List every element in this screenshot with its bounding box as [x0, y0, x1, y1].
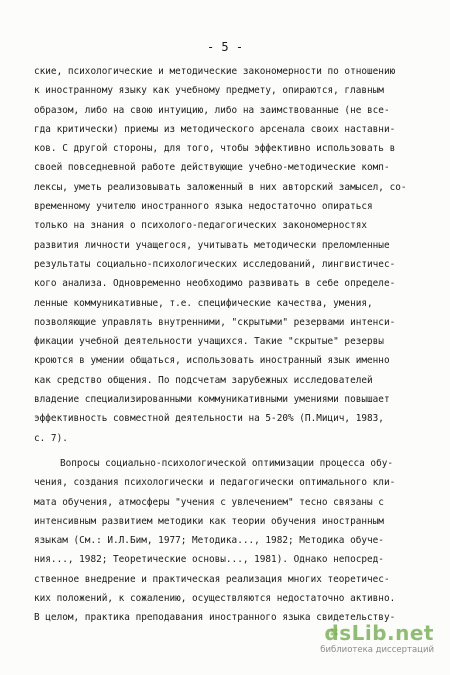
text-line: интенсивным развитием методики как теории обучения иностранным — [34, 515, 384, 527]
text-line: к иностранному языку как учебному предмету, опираются, главным — [34, 85, 384, 97]
text-line: гда критически) приемы из методического арсенала своих наставни- — [34, 123, 396, 135]
body-text — [34, 62, 434, 628]
text-line: фикации учебной деятельности учащихся. Такие "скрытые" резервы — [34, 336, 384, 348]
paragraph-1 — [34, 62, 434, 448]
page-number: - 5 - — [206, 40, 244, 54]
text-line: только на знания о психолого-педагогических закономерностях — [34, 220, 368, 232]
text-line: кроются в умении общаться, использовать иностранный язык именно — [34, 355, 390, 367]
text-line: ния..., 1982; Теоретические основы..., 1981). Однако непосред- — [34, 554, 384, 566]
text-line: с. 7). — [34, 432, 68, 444]
text-line: своей повседневной работе действующие учебно-методические комп- — [34, 162, 390, 174]
watermark — [320, 621, 434, 661]
watermark-subtitle: библиотека диссертаций — [320, 645, 434, 655]
text-line: эффективность совместной деятельности на 5-20% (П.Мицич, 1983, — [34, 413, 384, 425]
text-line: чения, создания психологически и педагогически оптимального кли- — [34, 477, 396, 489]
text-line: Вопросы социально-психологической оптимизации процесса обу- — [60, 457, 394, 469]
text-line: ские, психологические и методические закономерности по отношению — [34, 66, 396, 77]
text-line: кого анализа. Одновременно необходимо развивать в себе определе- — [34, 278, 396, 290]
text-line: позволяющие управлять внутренними, "скрытыми" резервами интенси- — [34, 316, 396, 328]
text-line: ственное внедрение и практическая реализация многих теоретичес- — [34, 573, 390, 585]
text-line: временному учителю иностранного языка недостаточно опираться — [34, 201, 373, 213]
text-line: лексы, уметь реализовывать заложенный в них авторский замысел, со- — [34, 181, 407, 193]
paragraph-2 — [34, 454, 434, 628]
text-line: ков. С другой стороны, для того, чтобы эффективно использовать в — [34, 143, 396, 155]
text-line: результаты социально-психологических исследований, лингвистичес- — [34, 258, 396, 270]
text-line: ленные коммуникативные, т.е. специфические качества, умения, — [34, 297, 373, 309]
text-line: образом, либо на свою интуицию, либо на заимствованные (не все- — [34, 104, 390, 116]
text-line: мата обучения, атмосферы "учения с увлечением" тесно связаны с — [34, 496, 384, 508]
text-line: владение специализированными коммуникативными умениями повышает — [34, 394, 390, 406]
text-line: как средство общения. По подсчетам зарубежных исследователей — [34, 374, 373, 386]
text-line: языкам (См.: И.Л.Бим, 1977; Методика..., 1982; Методика обуче- — [34, 535, 384, 547]
text-line: ких положений, к сожалению, осуществляются недостаточно активно. — [34, 593, 396, 605]
text-line: развития личности учащегося, учитывать методически преломленные — [34, 239, 390, 251]
watermark-logo: dsLib.net — [324, 621, 434, 645]
text-line: В целом, практика преподавания иностранного языка свидетельству- — [34, 612, 396, 624]
